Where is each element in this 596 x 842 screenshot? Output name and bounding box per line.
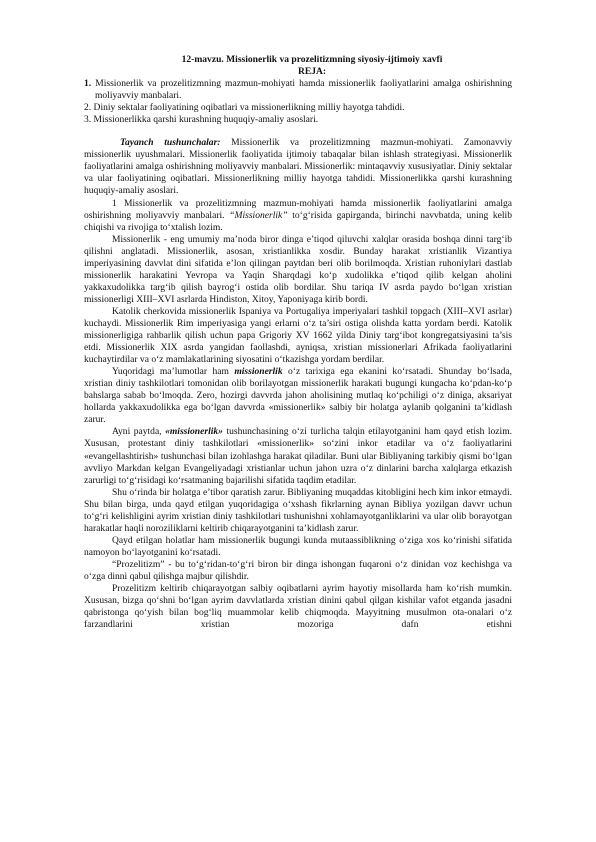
plan-heading: REJA: xyxy=(297,66,327,78)
key-terms-paragraph xyxy=(84,137,512,197)
paragraph-text: Yuqoridagi ma’lumotlar ham xyxy=(112,366,235,378)
plan-item-number: 2. xyxy=(84,102,92,114)
plan-item xyxy=(84,102,512,114)
body-paragraph: “Prozelitizm” - bu to‘g‘ridan-to‘g‘ri biron bir dinga ishongan fuqaroni o‘z dinidan voz kechishga va o‘zga dinni qabul qilishga majbur qilishdir. xyxy=(84,558,512,582)
plan-item-number: 3. xyxy=(84,114,92,126)
term-missionerlik: «missionerlik» xyxy=(165,426,223,438)
body-paragraph: Missionerlik - eng umumiy ma’noda biror dinga e’tiqod qiluvchi xalqlar orasida boshqa dinni targ‘ib qilishni anglatadi. Missionerlik, asosan, xristianlikka xosdir. Bunday harakat xristianlik Vizantiya imperiyasining davvlat dini sifatida e’lon qilingan paytdan beri olib borilmoqda. Xristian ruhoniylari dastlab missionerlik harakatini Yevropa va Yaqin Sharqdagi ko‘p xudolikka e’tiqod qilib kelgan aholini yakkaxudolikka targ‘ib qilish bayrog‘i ostida olib bordilar. Shu tariqa IV asrda paydo bo‘lgan xristian missionerligi XIII–XVI asrlarda Hindiston, Xitoy, Yaponiyaga kirib bordi. xyxy=(84,233,512,305)
body-paragraph: Prozelitizm keltirib chiqarayotgan salbiy oqibatlarni ayrim hayotiy misollarda ham ko‘rish mumkin. Xususan, bizga qo‘shni bo‘lgan ayrim davvlatlarda xristian dinini qabul qilgan kishilar vafot etganda jasadni qabristonga qo‘yish bilan bog‘liq muammolar kelib chiqmoqda. Mayyitning musulmon ota-onalari o‘z farzandlarini xristian mozoriga dafn etishni xyxy=(84,583,512,631)
body-paragraph xyxy=(84,366,512,426)
plan-item xyxy=(84,78,512,102)
body-paragraph xyxy=(84,198,512,234)
plan-list xyxy=(84,78,512,126)
plan-item xyxy=(84,114,512,126)
page-title: 12-mavzu. Missionerlik va prozelitizmning siyosiy-ijtimoiy xavfi xyxy=(181,54,443,65)
paragraph-text: to‘g‘risida gapirganda, birinchi navvbatda, uning kelib chiqishi va rivojiga to‘xtalish lozim. xyxy=(84,209,512,233)
key-terms-text: Missionerlik va prozelitizmning mazmun-mohiyati. Zamonavviy missionerlik uyushmalari. Missionerlik faoliyatida ijtimoiy tabaqalar bilan ishlash strategiyasi. Missionerlik faoliyatlarini amalga oshirishning moliyavviy manbalari. Missionerlik: mintaqavviy xususiyatlar. Diniy sektalar va ular faoliyatining oqibatlari. Missionerlikning milliy hayotga tahdidi. Missionerlikka qarshi kurashning huquqiy-amaliy asoslari. xyxy=(84,137,512,197)
paragraph-text: o‘z tarixiga ega ekanini ko‘rsatadi. Shunday bo‘lsada, xristian diniy tashkilotlari tomonidan olib borilayotgan missionerlik harakati bugungi kungacha ko‘pdan-ko‘p bahslarga sabab bo‘lmoqda. Zero, hozirgi davvrda jahon aholisining mutlaq ko‘pchiligi o‘z diniga, aksariyat hollarda yakkaxudolikka ega bo‘lgan davvrda «missionerlik» salbiy bir holatga aylanib qolganini ta’kidlash zarur. xyxy=(84,366,512,426)
document-page xyxy=(84,54,512,631)
paragraph-text: tushunchasining o‘zi turlicha talqin etilayotganini ham qayd etish lozim. Xususan, protestant diniy tashkilotlari «missionerlik» so‘zini inkor etadilar va o‘z faoliyatlarini «evangellashtirish» tushunchasi bilan izohlashga harakat qiladilar. Buni ular Bibliyaning tarkibiy qismi bo‘lgan avvliyo Markdan kelgan Evangeliyadagi xristianlar uchun jahon uzra o‘z dinlarini barcha xalqlarga etkazish zarurligi to‘g‘risidagi ko‘rsatmaning bajarilishi sifatida taqdim etadilar. xyxy=(84,426,513,486)
plan-item-text: Missionerlik va prozelitizmning mazmun-mohiyati hamda missionerlik faoliyatlarini amalga oshirishning moliyavviy manbalari. xyxy=(91,78,512,102)
paragraph-text: Ayni paytda, xyxy=(112,426,166,438)
plan-item-number: 1. xyxy=(84,78,92,90)
paragraph-text: 1 Missionerlik va prozelitizmning mazmun-mohiyati hamda missionerlik faoliyatlarini amalga oshirishning moliyavviy manbalari. xyxy=(84,197,512,221)
plan-item-text: Diniy sektalar faoliyatining oqibatlari va missionerlikning milliy hayotga tahdidi. xyxy=(91,102,405,114)
body-paragraph: Qayd etilgan holatlar ham missionerlik bugungi kunda mutaassiblikning o‘ziga xos ko‘rinishi sifatida namoyon bo‘layotganini ko‘rsatadi. xyxy=(84,534,512,558)
body-paragraph: Shu o‘rinda bir holatga e’tibor qaratish zarur. Bibliyaning muqaddas kitobligini hech kim inkor etmaydi. Shu bilan birga, unda qayd etilgan yuqoridagiga o‘xshash fikrlarning aynan Bibliya yozilgan davvr uchun to‘g‘ri kelishligini ayrim xristian diniy tashkilotlari tushunishni xohlamayotganliklarini va ular olib borayotgan harakatlar haqli noroziliklarni keltirib chiqarayotganini ta’kidlash zarur. xyxy=(84,486,512,534)
body-paragraph: Katolik cherkovida missionerlik Ispaniya va Portugaliya imperiyalari tashkil topgach (XIII–XVI asrlar) kuchaydi. Missionerlik Rim imperiyasiga yangi erlarni o‘z ta’siri ostiga olishda katta yordam berdi. Katolik missionerligiga rahbarlik qilish uchun papa Grigoriy XV 1662 yilda Diniy targ‘ibot kongregatsiyasini ta’sis etdi. Missionerlik XIX asrda yangidan faollashdi, ayniqsa, xristian missionerlari Afrikada faoliyatlarini kuchaytirdilar va o‘z mamlakatlarining siyosatini o‘tkazishga yordam berdilar. xyxy=(84,305,512,366)
key-terms-label: Tayanch tushunchalar: xyxy=(120,137,221,149)
term-missionerlik: “Missionerlik” xyxy=(229,209,288,221)
term-missionerlik: missionerlik xyxy=(234,366,283,378)
body-paragraph xyxy=(84,426,512,486)
plan-item-text: Missionerlikka qarshi kurashning huquqiy-amaliy asoslari. xyxy=(91,114,319,126)
